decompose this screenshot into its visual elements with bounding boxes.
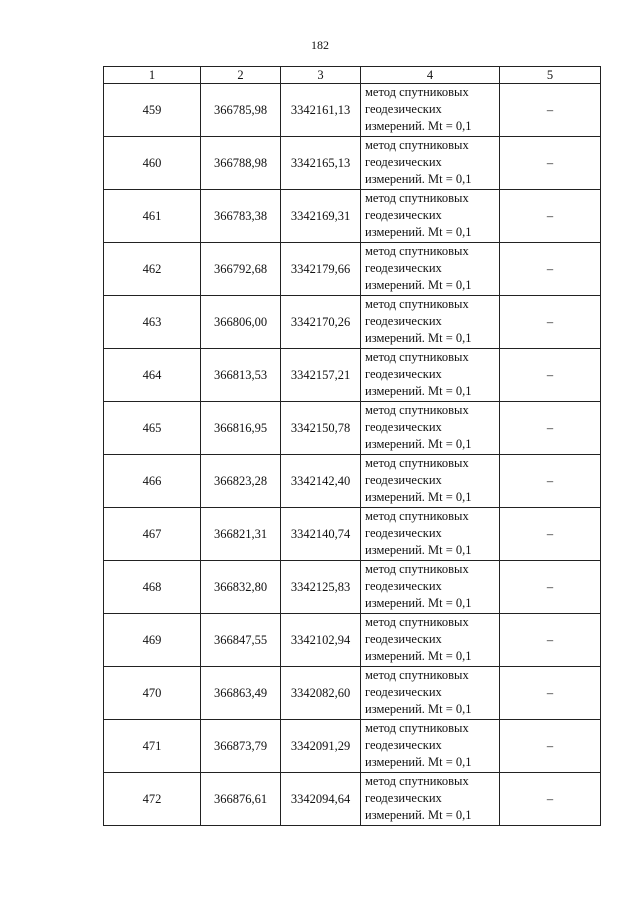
method-line-2: геодезических bbox=[365, 261, 442, 276]
method-cell bbox=[361, 614, 500, 667]
method-line-1: метод спутниковых bbox=[365, 138, 469, 152]
method-line-2: геодезических bbox=[365, 314, 442, 329]
method-line-2: геодезических bbox=[365, 420, 442, 435]
method-line-2: геодезических bbox=[365, 102, 442, 117]
table-row bbox=[104, 773, 601, 826]
point-number-cell: 459 bbox=[104, 84, 201, 137]
table-row bbox=[104, 561, 601, 614]
method-cell bbox=[361, 455, 500, 508]
method-line-1: метод спутниковых bbox=[365, 244, 469, 258]
x-coordinate-cell: 366863,49 bbox=[201, 667, 281, 720]
note-cell: – bbox=[500, 137, 601, 190]
table-row bbox=[104, 720, 601, 773]
method-line-3: измерений. Mt = 0,1 bbox=[365, 755, 472, 770]
x-coordinate-cell: 366832,80 bbox=[201, 561, 281, 614]
method-line-1: метод спутниковых bbox=[365, 615, 469, 629]
method-line-1: метод спутниковых bbox=[365, 456, 469, 470]
coordinates-table bbox=[103, 66, 601, 826]
y-coordinate-cell: 3342082,60 bbox=[281, 667, 361, 720]
page-number: 182 bbox=[311, 38, 329, 52]
x-coordinate-cell: 366792,68 bbox=[201, 243, 281, 296]
y-coordinate-cell: 3342150,78 bbox=[281, 402, 361, 455]
x-coordinate-cell: 366785,98 bbox=[201, 84, 281, 137]
point-number-cell: 460 bbox=[104, 137, 201, 190]
point-number-cell: 468 bbox=[104, 561, 201, 614]
method-line-2: геодезических bbox=[365, 155, 442, 170]
point-number-cell: 464 bbox=[104, 349, 201, 402]
y-coordinate-cell: 3342102,94 bbox=[281, 614, 361, 667]
column-header-3: 3 bbox=[281, 67, 361, 84]
point-number-cell: 462 bbox=[104, 243, 201, 296]
y-coordinate-cell: 3342140,74 bbox=[281, 508, 361, 561]
point-number-cell: 461 bbox=[104, 190, 201, 243]
method-cell bbox=[361, 667, 500, 720]
y-coordinate-cell: 3342094,64 bbox=[281, 773, 361, 826]
point-number-cell: 469 bbox=[104, 614, 201, 667]
method-cell bbox=[361, 84, 500, 137]
y-coordinate-cell: 3342091,29 bbox=[281, 720, 361, 773]
table-row bbox=[104, 667, 601, 720]
x-coordinate-cell: 366821,31 bbox=[201, 508, 281, 561]
x-coordinate-cell: 366876,61 bbox=[201, 773, 281, 826]
method-line-3: измерений. Mt = 0,1 bbox=[365, 225, 472, 240]
method-line-1: метод спутниковых bbox=[365, 509, 469, 523]
table-row bbox=[104, 455, 601, 508]
method-line-3: измерений. Mt = 0,1 bbox=[365, 649, 472, 664]
method-cell bbox=[361, 773, 500, 826]
method-line-2: геодезических bbox=[365, 367, 442, 382]
note-cell: – bbox=[500, 455, 601, 508]
table-row bbox=[104, 296, 601, 349]
table-row bbox=[104, 84, 601, 137]
x-coordinate-cell: 366788,98 bbox=[201, 137, 281, 190]
column-header-1: 1 bbox=[104, 67, 201, 84]
y-coordinate-cell: 3342179,66 bbox=[281, 243, 361, 296]
method-line-3: измерений. Mt = 0,1 bbox=[365, 490, 472, 505]
note-cell: – bbox=[500, 667, 601, 720]
method-line-1: метод спутниковых bbox=[365, 350, 469, 364]
method-line-3: измерений. Mt = 0,1 bbox=[365, 331, 472, 346]
method-line-3: измерений. Mt = 0,1 bbox=[365, 278, 472, 293]
column-header-5: 5 bbox=[500, 67, 601, 84]
method-line-3: измерений. Mt = 0,1 bbox=[365, 808, 472, 823]
table-row bbox=[104, 614, 601, 667]
method-line-2: геодезических bbox=[365, 791, 442, 806]
note-cell: – bbox=[500, 402, 601, 455]
y-coordinate-cell: 3342125,83 bbox=[281, 561, 361, 614]
method-line-1: метод спутниковых bbox=[365, 774, 469, 788]
method-line-1: метод спутниковых bbox=[365, 668, 469, 682]
method-line-3: измерений. Mt = 0,1 bbox=[365, 172, 472, 187]
method-line-1: метод спутниковых bbox=[365, 403, 469, 417]
method-line-2: геодезических bbox=[365, 632, 442, 647]
point-number-cell: 470 bbox=[104, 667, 201, 720]
table-row bbox=[104, 508, 601, 561]
y-coordinate-cell: 3342161,13 bbox=[281, 84, 361, 137]
method-line-1: метод спутниковых bbox=[365, 191, 469, 205]
note-cell: – bbox=[500, 508, 601, 561]
table-row bbox=[104, 349, 601, 402]
method-line-3: измерений. Mt = 0,1 bbox=[365, 543, 472, 558]
method-line-1: метод спутниковых bbox=[365, 85, 469, 99]
point-number-cell: 467 bbox=[104, 508, 201, 561]
method-line-2: геодезических bbox=[365, 579, 442, 594]
note-cell: – bbox=[500, 614, 601, 667]
method-cell bbox=[361, 137, 500, 190]
method-line-3: измерений. Mt = 0,1 bbox=[365, 384, 472, 399]
table-row bbox=[104, 243, 601, 296]
note-cell: – bbox=[500, 561, 601, 614]
point-number-cell: 466 bbox=[104, 455, 201, 508]
x-coordinate-cell: 366783,38 bbox=[201, 190, 281, 243]
method-line-2: геодезических bbox=[365, 685, 442, 700]
note-cell: – bbox=[500, 190, 601, 243]
table-row bbox=[104, 137, 601, 190]
method-cell bbox=[361, 243, 500, 296]
note-cell: – bbox=[500, 296, 601, 349]
note-cell: – bbox=[500, 720, 601, 773]
y-coordinate-cell: 3342165,13 bbox=[281, 137, 361, 190]
method-cell bbox=[361, 296, 500, 349]
point-number-cell: 465 bbox=[104, 402, 201, 455]
note-cell: – bbox=[500, 243, 601, 296]
point-number-cell: 471 bbox=[104, 720, 201, 773]
table-header-row bbox=[104, 67, 601, 84]
column-header-2: 2 bbox=[201, 67, 281, 84]
method-cell bbox=[361, 190, 500, 243]
method-line-2: геодезических bbox=[365, 473, 442, 488]
method-cell bbox=[361, 561, 500, 614]
method-cell bbox=[361, 402, 500, 455]
table-body bbox=[104, 84, 601, 826]
method-line-2: геодезических bbox=[365, 738, 442, 753]
y-coordinate-cell: 3342157,21 bbox=[281, 349, 361, 402]
note-cell: – bbox=[500, 84, 601, 137]
y-coordinate-cell: 3342142,40 bbox=[281, 455, 361, 508]
point-number-cell: 472 bbox=[104, 773, 201, 826]
method-line-2: геодезических bbox=[365, 526, 442, 541]
method-line-2: геодезических bbox=[365, 208, 442, 223]
column-header-4: 4 bbox=[361, 67, 500, 84]
point-number-cell: 463 bbox=[104, 296, 201, 349]
x-coordinate-cell: 366816,95 bbox=[201, 402, 281, 455]
x-coordinate-cell: 366847,55 bbox=[201, 614, 281, 667]
method-cell bbox=[361, 349, 500, 402]
method-line-3: измерений. Mt = 0,1 bbox=[365, 702, 472, 717]
method-line-3: измерений. Mt = 0,1 bbox=[365, 596, 472, 611]
x-coordinate-cell: 366806,00 bbox=[201, 296, 281, 349]
x-coordinate-cell: 366813,53 bbox=[201, 349, 281, 402]
table-row bbox=[104, 402, 601, 455]
method-line-1: метод спутниковых bbox=[365, 721, 469, 735]
method-line-3: измерений. Mt = 0,1 bbox=[365, 437, 472, 452]
table-row bbox=[104, 190, 601, 243]
method-line-3: измерений. Mt = 0,1 bbox=[365, 119, 472, 134]
y-coordinate-cell: 3342170,26 bbox=[281, 296, 361, 349]
y-coordinate-cell: 3342169,31 bbox=[281, 190, 361, 243]
note-cell: – bbox=[500, 773, 601, 826]
x-coordinate-cell: 366823,28 bbox=[201, 455, 281, 508]
x-coordinate-cell: 366873,79 bbox=[201, 720, 281, 773]
method-line-1: метод спутниковых bbox=[365, 562, 469, 576]
method-cell bbox=[361, 508, 500, 561]
method-line-1: метод спутниковых bbox=[365, 297, 469, 311]
method-cell bbox=[361, 720, 500, 773]
note-cell: – bbox=[500, 349, 601, 402]
